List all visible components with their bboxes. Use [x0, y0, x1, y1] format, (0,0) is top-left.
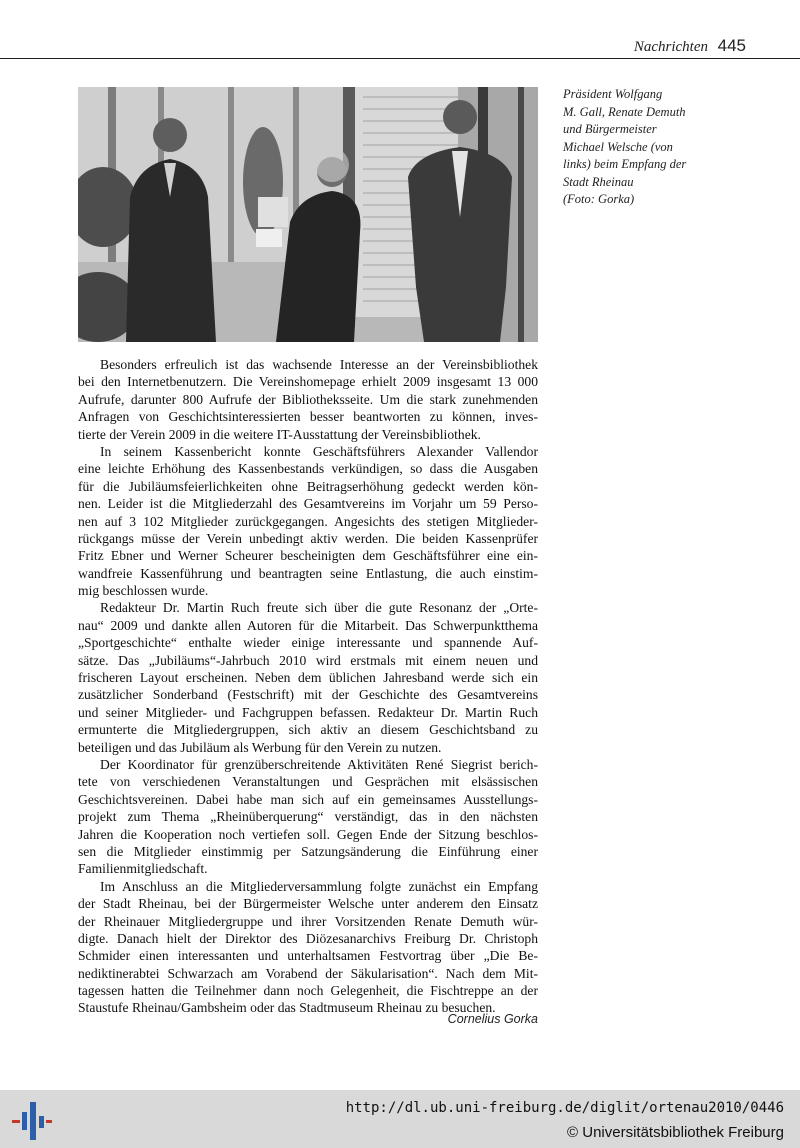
copyright-notice: © Universitätsbibliothek Freiburg	[567, 1124, 784, 1141]
caption-line: Präsident Wolfgang	[563, 87, 663, 101]
article-line: nen auf 3 102 Mitglieder zurückgegangen. Angesichts des stetigen Mitglieder-	[78, 513, 538, 529]
article-line: In seinem Kassenbericht konnte Geschäftsführers Alexander Vallendor	[100, 443, 538, 459]
article-line: Jahren die Kooperation noch vertiefen soll. Gegen Ende der Sitzung beschlos-	[78, 826, 538, 842]
caption-line: links) beim Empfang der	[563, 157, 687, 171]
page-footer	[0, 1090, 800, 1148]
reception-photo	[78, 87, 538, 342]
article-line: Fritz Ebner und Werner Scheurer bescheinigten dem Geschäftsführer eine ein-	[78, 548, 538, 564]
article-line: sätze. Das „Jubiläums“-Jahrbuch 2010 wird erstmals mit einem neuen und	[78, 652, 538, 668]
article-line: eine leichte Erhöhung des Kassenbestands verkündigen, so dass die Ausgaben	[78, 461, 538, 477]
caption-line: Michael Welsche (von	[563, 139, 673, 154]
article-line: ermunterte die Mitgliedergruppen, sich aktiv an diesem Geschichtsband zu	[78, 722, 538, 738]
caption-line: und Bürgermeister	[563, 122, 657, 136]
article-line: der Stadt Rheinau, bei der Bürgermeister Welsche unter anderem den Einsatz	[78, 896, 538, 912]
article-line: Anfragen von Geschichtsinteressierten besser beantworten zu können, inves-	[78, 409, 538, 425]
article-line: tagessen hatten die Teilnehmer dann noch Gelegenheit, die Fischtreppe an der	[78, 983, 538, 999]
article-line: Besonders erfreulich ist das wachsende Interesse an der Vereinsbibliothek	[100, 357, 538, 372]
article-line: Im Anschluss an die Mitgliederversammlung folgte zunächst ein Empfang	[100, 878, 538, 894]
author-signature: Cornelius Gorka	[447, 1012, 538, 1026]
article-line: „Sportgeschichte“ enthalte wieder einige interessante und spannende Auf-	[78, 635, 538, 651]
article-line: beteiligen und das Jubiläum als Werbung für den Verein zu nutzen.	[78, 739, 442, 755]
article-body	[78, 356, 538, 1017]
article-line: zusätzlicher Sonderband (Festschrift) mit der Geschichte des Gesamtvereins	[78, 687, 538, 703]
article-line: Aufrufe, darunter 800 Aufrufe der Bibliotheksseite. Um die stark zunehmenden	[78, 391, 538, 407]
article-line: digte. Danach hielt der Direktor des Diözesanarchivs Freiburg Dr. Christoph	[78, 930, 538, 946]
caption-line: Stadt Rheinau	[563, 174, 634, 189]
article-line: Redakteur Dr. Martin Ruch freute sich über die gute Resonanz der „Orte-	[100, 600, 538, 616]
article-line: nediktinerabtei Schwarzach am Vorabend der Säkularisation“. Nach dem Mit-	[78, 965, 538, 981]
section-title: Nachrichten	[633, 39, 708, 55]
page-header	[0, 0, 800, 59]
article-line: projekt zum Thema „Rheinüberquerung“ verständigt, das in den nächsten	[78, 809, 538, 825]
article-line: für die Jubiläumsfeierlichkeiten ohne Beitragserhöhung gedeckt werden kön-	[78, 478, 538, 494]
article-line: tierte der Verein 2009 in die weitere IT-Ausstattung der Vereinsbibliothek.	[78, 426, 481, 442]
article-line: Familienmitgliedschaft.	[78, 861, 208, 877]
caption-line: M. Gall, Renate Demuth	[563, 104, 686, 119]
article-line: frischeren Layout erscheinen. Neben dem üblichen Jahresband werde sich ein	[78, 670, 538, 686]
article-line: Der Koordinator für grenzüberschreitende Aktivitäten René Siegrist berich-	[100, 756, 538, 772]
article-line: Schmider einen interessanten und unterhaltsamen Festvortrag über „Die Be-	[78, 948, 538, 964]
article-line: sen die Mitglieder einstimmig per Satzungsänderung die Einführung einer	[78, 843, 538, 859]
article-line: bei den Internetbenutzern. Die Vereinshomepage erhielt 2009 insgesamt 13 000	[78, 374, 538, 390]
source-url[interactable]: http://dl.ub.uni-freiburg.de/diglit/ortenau2010/0446	[345, 1100, 784, 1116]
article-line: tete von verschiedenen Veranstaltungen und Gesprächen mit elsässischen	[78, 774, 538, 790]
library-logo-icon	[10, 1098, 52, 1147]
article-line: nen. Leider ist die Mitgliederzahl des Gesamtvereins im Vorjahr um 59 Perso-	[78, 496, 538, 512]
photo-caption	[563, 86, 738, 209]
caption-line: (Foto: Gorka)	[563, 192, 635, 206]
article-line: rückgangs müsse der Verein unbedingt aktiv werden. Die beiden Kassenprüfer	[78, 530, 538, 546]
article-line: mig beschlossen wurde.	[78, 583, 209, 599]
page-number: 445	[717, 36, 746, 55]
article-line: nau“ 2009 und dankte allen Autoren für die Mitarbeit. Das Schwerpunktthema	[78, 617, 538, 633]
article-line: wandfreie Kassenführung und beantragten seine Entlastung, die auch einstim-	[78, 565, 538, 581]
photo-reception-icon	[78, 87, 538, 342]
article-line: und seiner Mitglieder- und Fachgruppen befassen. Redakteur Dr. Martin Ruch	[78, 704, 538, 720]
article-line: Geschichtsvereinen. Dabei habe man sich auf ein gemeinsames Ausstellungs-	[78, 791, 538, 807]
article-line: Staustufe Rheinau/Gambsheim oder das Stadtmuseum Rheinau zu besuchen.	[78, 1000, 496, 1016]
article-line: der Rheinauer Mitgliedergruppe und ihrer Vorsitzenden Renate Demuth wür-	[78, 913, 538, 929]
